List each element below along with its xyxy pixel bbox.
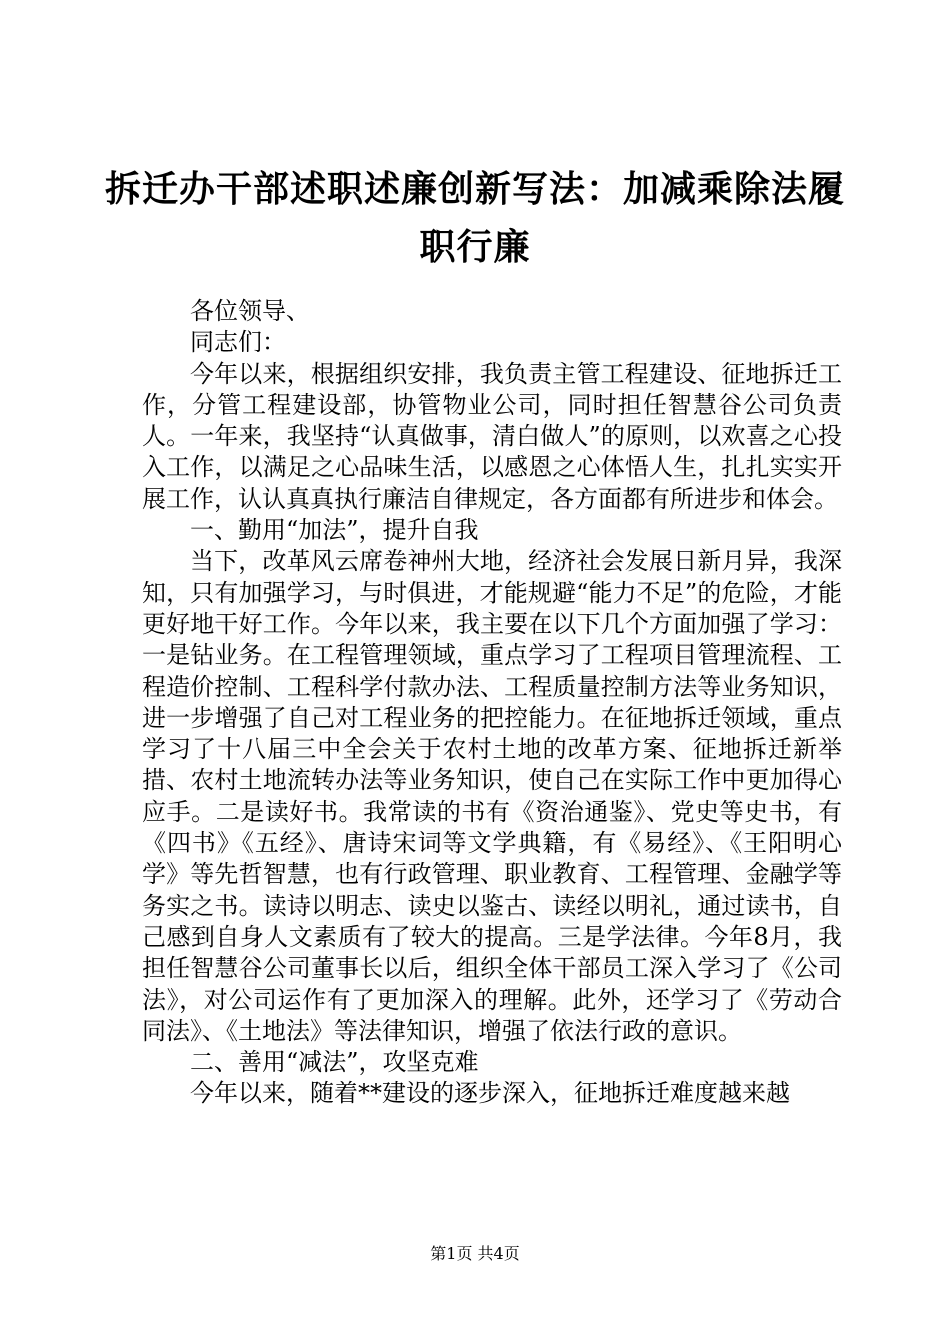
document-body	[142, 296, 842, 1110]
section-2-paragraph: 今年以来，随着**建设的逐步深入，征地拆迁难度越来越	[190, 1079, 790, 1108]
page-footer: 第1页 共4页	[430, 1244, 520, 1263]
section-1-paragraph: 当下，改革风云席卷神州大地，经济社会发展日新月异，我深知，只有加强学习，与时俱进，才能规避“能力不足”的危险，才能更好地干好工作。今年以来，我主要在以下几个方面加强了学习：一是钻业务。在工程管理领域，重点学习了工程项目管理流程、工程造价控制、工程科学付款办法、工程质量控制方法等业务知识，进一步增强了自己对工程业务的把控能力。在征地拆迁领域，重点学习了十八届三中全会关于农村土地的改革方案、征地拆迁新举措、农村土地流转办法等业务知识，使自己在实际工作中更加得心应手。二是读好书。我常读的书有《资治通鉴》、党史等史书，有《四书》《五经》、唐诗宋词等文学典籍，有《易经》、《王阳明心学》等先哲智慧，也有行政管理、职业教育、工程管理、金融学等务实之书。读诗以明志、读史以鉴古、读经以明礼，通过读书，自己感到自身人文素质有了较大的提高。三是学法律。今年8月，我担任智慧谷公司董事长以后，组织全体干部员工深入学习了《公司法》，对公司运作有了更加深入的理解。此外，还学习了《劳动合同法》、《土地法》等法律知识，增强了依法行政的意识。	[142, 547, 842, 1045]
intro-paragraph: 今年以来，根据组织安排，我负责主管工程建设、征地拆迁工作，分管工程建设部，协管物业公司，同时担任智慧谷公司负责人。一年来，我坚持“认真做事，清白做人”的原则，以欢喜之心投入工作，以满足之心品味生活，以感恩之心体悟人生，扎扎实实开展工作，认认真真执行廉洁自律规定，各方面都有所进步和体会。	[142, 359, 842, 513]
salutation-line-2: 同志们：	[190, 328, 286, 357]
document-title: 拆迁办干部述职述廉创新写法：加减乘除法履职行廉	[104, 168, 845, 268]
section-heading-2: 二、善用“减法”，攻坚克难	[190, 1048, 479, 1077]
section-heading-1: 一、勤用“加法”，提升自我	[190, 516, 479, 545]
salutation-line-1: 各位领导、	[190, 297, 310, 325]
